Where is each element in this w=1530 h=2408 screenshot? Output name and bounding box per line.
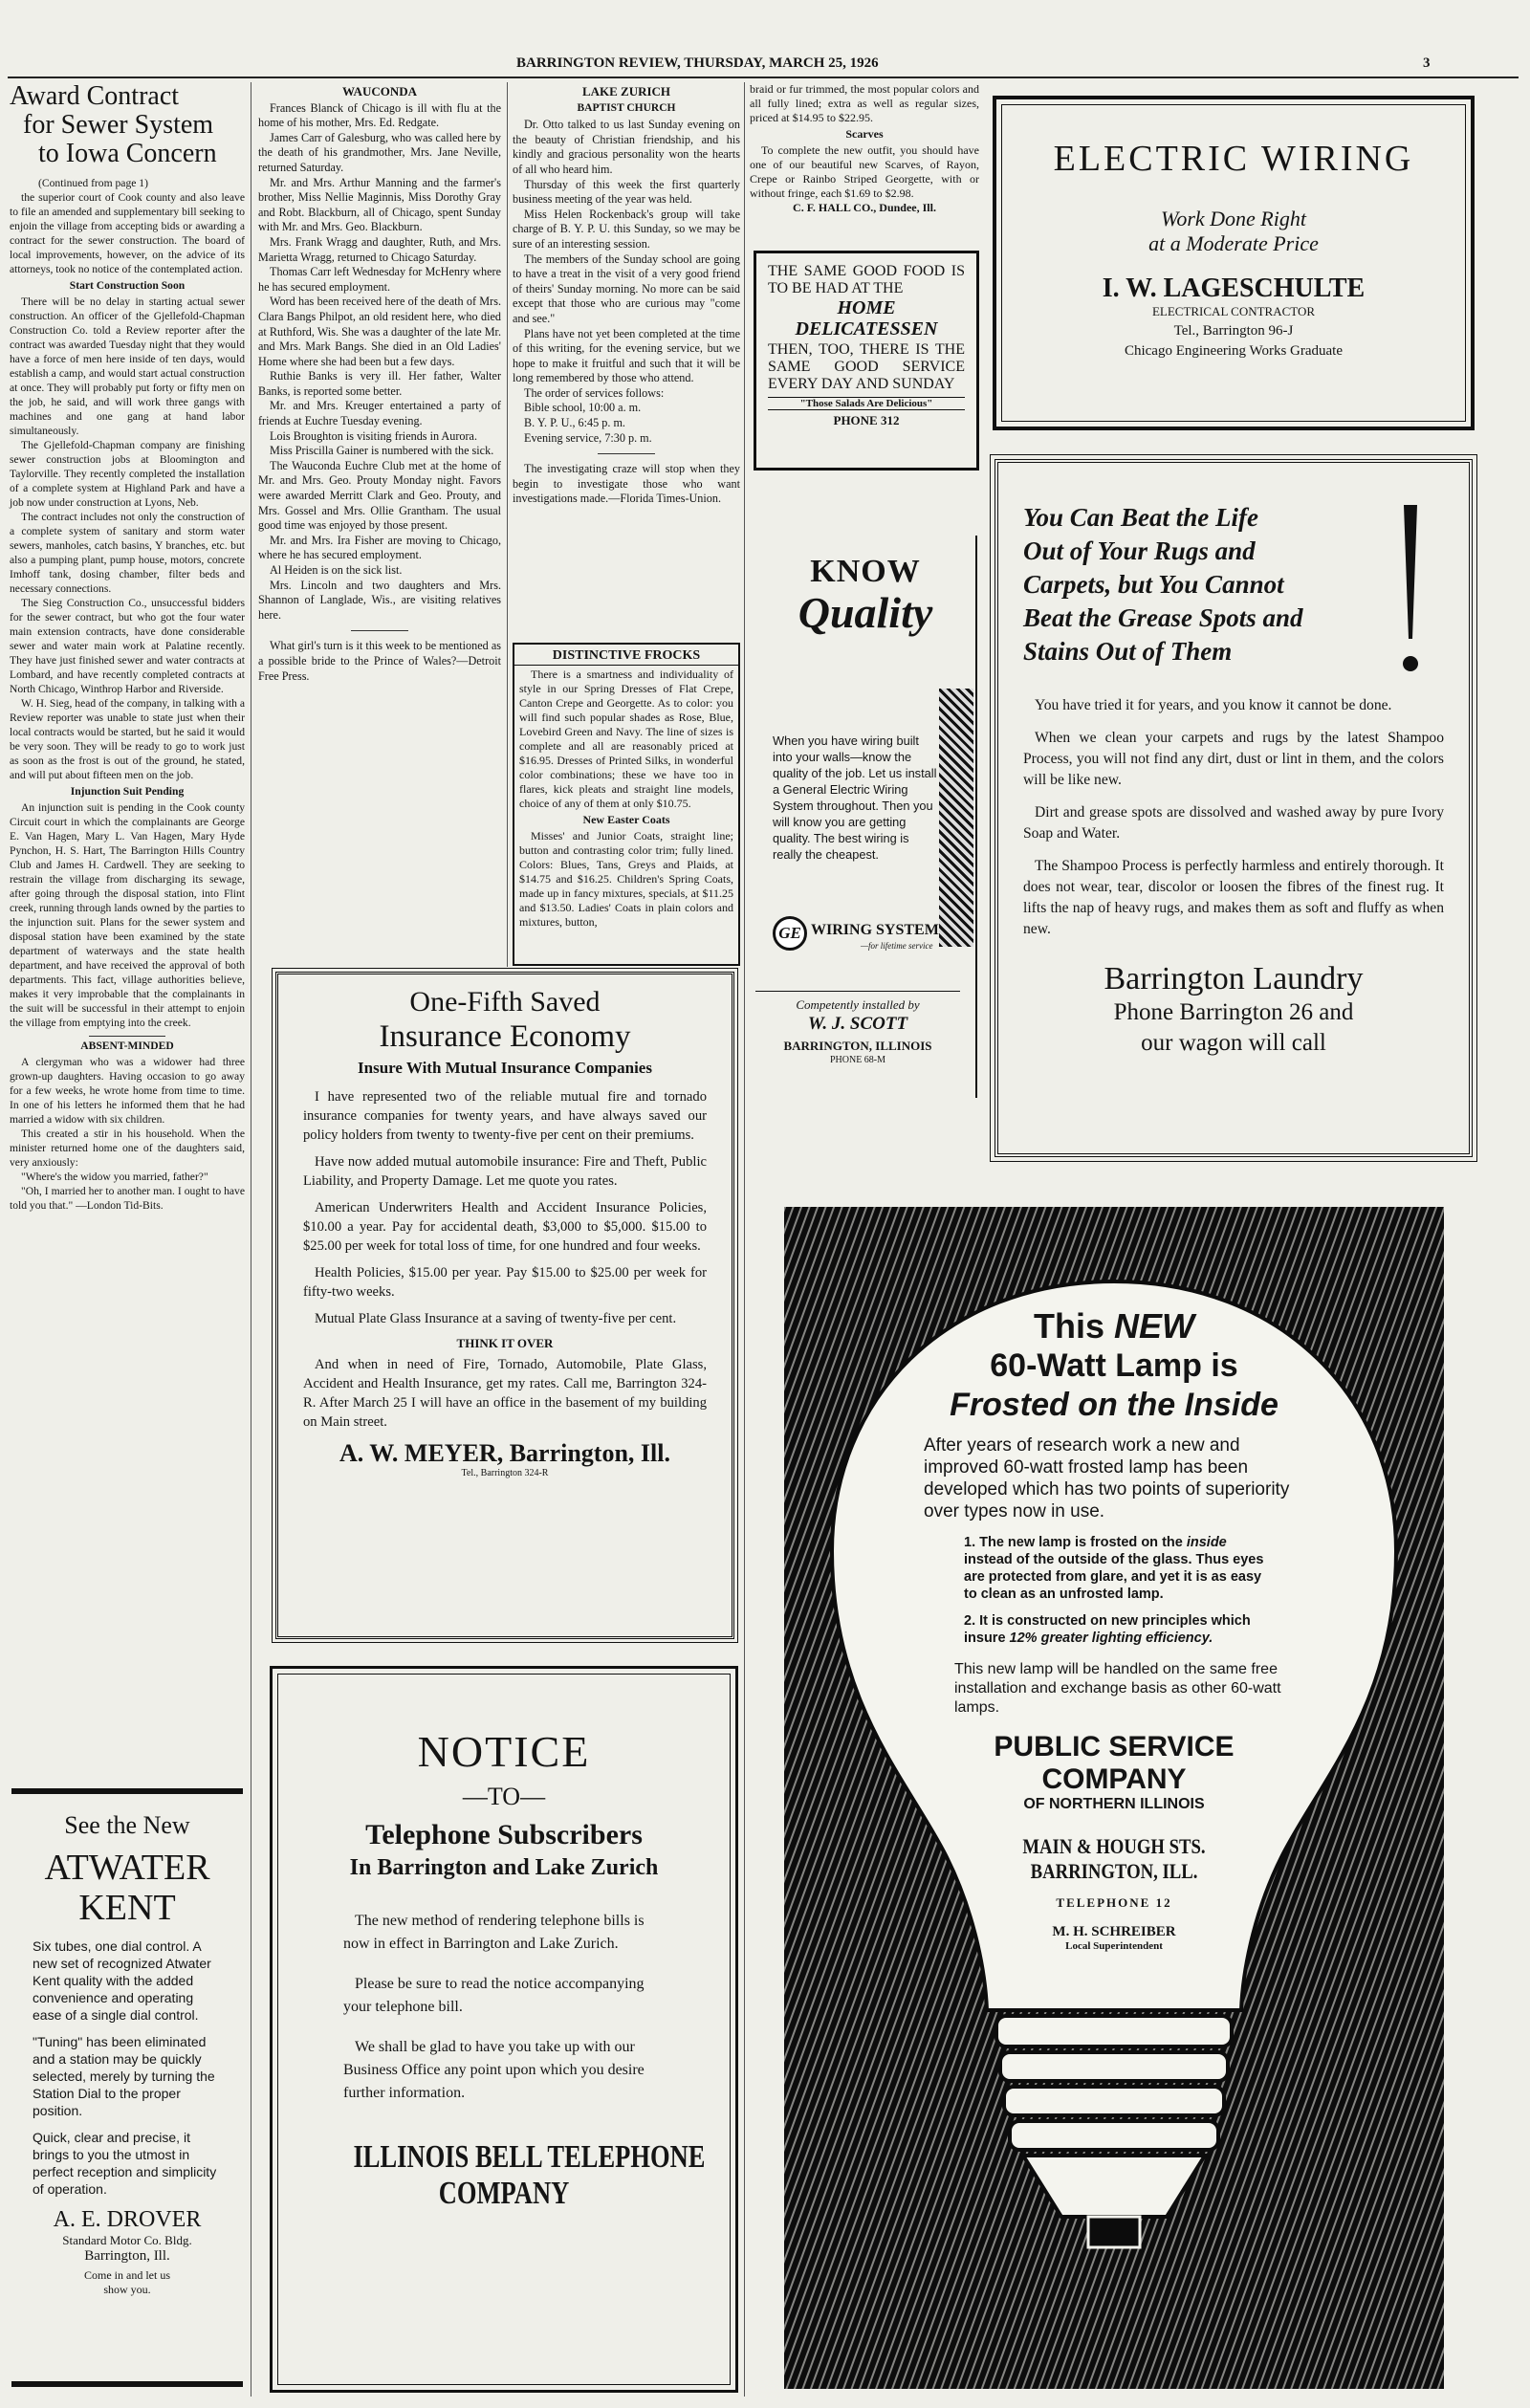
point-emphasis: 12% greater lighting efficiency.: [1009, 1631, 1213, 1646]
headline-line: Stains Out of Them: [1023, 637, 1233, 666]
subhead: Injunction Suit Pending: [70, 785, 185, 798]
column-1: [10, 82, 245, 1213]
shop-name: HOME: [837, 297, 896, 318]
ad-paragraph: After years of research work a new and improved 60-watt frosted lamp has been developed which has two points of superiority over types now in use.: [924, 1435, 1290, 1521]
decorative-hatch: [939, 689, 973, 947]
frocks-continued: [750, 82, 979, 215]
continued-note: (Continued from page 1): [38, 177, 148, 189]
news-item: The members of the Sunday school are going to have a treat in the visit of a very good friend of theirs' Sunday morning. No more can be said except that those who are curious may "come and see.": [513, 252, 740, 325]
brand-name: ATWATER: [44, 1848, 210, 1888]
news-item: The order of services follows:: [524, 385, 665, 400]
ad-line: Work Done Right: [1161, 207, 1306, 230]
dealer-name: A. E. DROVER: [53, 2207, 202, 2232]
ad-paragraph: Please be sure to read the notice accompanying your telephone bill.: [343, 1976, 645, 2015]
paragraph: W. H. Sieg, head of the company, in talking with a Review reporter was unable to state just when their local contracts would be started, but he said it would be very soon. They will be ready to go to work just as soon as the frost is out of the ground, he stated, and will put about fifteen men on the job.: [10, 697, 245, 781]
ge-logo-icon: GE: [773, 916, 807, 951]
subhead: Start Construction Soon: [69, 279, 186, 292]
paragraph: The contract includes not only the construction of a complete system of sanitary and storm water sewers, manholes, catch basins, Y branches, etc. but also a pumping plant, pump house, motors, concrete Imhoff tank, dosing chamber, filter beds and necessary connections.: [10, 511, 245, 595]
news-item: Al Heiden is on the sick list.: [270, 563, 403, 577]
laundry-ad: [994, 459, 1473, 1157]
headline-line: Beat the Grease Spots and: [1023, 603, 1303, 632]
ad-line: our wagon will call: [1141, 1030, 1326, 1056]
ad-paragraph: Health Policies, $15.00 per year. Pay $15.00 to $25.00 per week for fifty-two weeks.: [303, 1265, 707, 1300]
ad-subheading: Scarves: [845, 127, 884, 141]
column-rule: [507, 82, 508, 967]
ad-subheading: New Easter Coats: [582, 813, 670, 826]
contractor-role: ELECTRICAL CONTRACTOR: [1151, 304, 1316, 318]
agent-phone: Tel., Barrington 324-R: [461, 1468, 549, 1478]
news-item: Lois Broughton is visiting friends in Aurora.: [270, 428, 477, 443]
point-text: 1. The new lamp is frosted on the: [964, 1535, 1187, 1550]
filler-item: What girl's turn is it this week to be mentioned as a possible bride to the Prince of Wales?—Detroit Free Press.: [258, 639, 501, 683]
lamp-ad-text: [897, 1306, 1331, 1952]
ad-headline: KNOW: [810, 554, 921, 589]
headline-line: Out of Your Rugs and: [1023, 536, 1256, 565]
ad-subheading: THINK IT OVER: [456, 1336, 554, 1350]
article-headline: [10, 82, 245, 168]
news-item: Frances Blanck of Chicago is ill with flu at the home of his mother, Mrs. Ed. Redgate.: [258, 100, 501, 130]
page-number: 3: [1423, 55, 1431, 71]
ad-paragraph: To complete the new outfit, you should have one of our beautiful new Scarves, of Rayon, Crepe or Rainbo Striped Georgette, with or without fringe, each $1.69 to $2.98.: [750, 143, 979, 200]
shop-name: DELICATESSEN: [795, 318, 938, 339]
headline-line: to Iowa Concern: [38, 139, 217, 168]
news-item: Thursday of this week the first quarterly business meeting of the year was held.: [513, 177, 740, 207]
installer-phone: PHONE 68-M: [829, 1055, 886, 1065]
divider: [598, 453, 655, 454]
ad-paragraph: Six tubes, one dial control. A new set of recognized Atwater Kent quality with the added convenience and operating ease of a single dial control.: [33, 1938, 211, 2023]
electric-wiring-ad: [993, 96, 1475, 430]
paragraph: There will be no delay in starting actual sewer construction. An officer of the Gjellefold-Chapman Construction Co. told a Review reporter after the contract was awarded Tuesday night that they would have a force of men here inside of ten days, would establish a camp, and would start actual construction at once. They will probably put forty or fifty men on the job, he said, and will work three gangs with machines and one gang at hand labor simultaneously.: [10, 296, 245, 437]
ad-paragraph: braid or fur trimmed, the most popular colors and all fully lined; extra as well as regular sizes, priced at $14.95 to $22.95.: [750, 82, 979, 124]
headline-line: for Sewer System: [23, 110, 214, 140]
ad-headline: [897, 1306, 1331, 1346]
ad-paragraph: We shall be glad to have you take up with our Business Office any point upon which you desire further information.: [343, 2039, 645, 2101]
ad-paragraph: "Tuning" has been eliminated and a station may be quickly selected, merely by turning the Station Dial to the proper position.: [33, 2034, 215, 2118]
ad-paragraph: There is a smartness and individuality of style in our Spring Dresses of Flat Crepe, Canton Crepe and Georgette. As to color: you will find such popular shades as Rose, Blue, Lovebird Green and Navy. The line of sizes is complete and all are reasonably priced at $16.95. Dresses of Printed Silks, in wonderful color combinations; these we have too in flares, kick pleats and straight line models, choice of any of them at only $10.75.: [519, 668, 733, 810]
ad-paragraph: Mutual Plate Glass Insurance at a saving of twenty-five per cent.: [315, 1311, 677, 1326]
point-text: 2. It is constructed on new principles which insure: [964, 1613, 1251, 1646]
news-item: Thomas Carr left Wednesday for McHenry where he has secured employment.: [258, 265, 501, 294]
headline-emphasis: NEW: [1114, 1306, 1194, 1346]
paragraph: A clergyman who was a widower had three grown-up daughters. Having occasion to go away for a few weeks, he wrote home from time to time. In one of his letters he informed them that he had married a widow with six children.: [10, 1056, 245, 1126]
contractor-phone: Tel., Barrington 96-J: [1173, 323, 1294, 339]
contractor-name: I. W. LAGESCHULTE: [1102, 274, 1366, 303]
delicatessen-ad: [754, 251, 979, 471]
paragraph: This created a stir in his household. When the minister returned home one of the daughters said, very anxiously:: [10, 1127, 245, 1169]
dealer-address: Standard Motor Co. Bldg.: [62, 2233, 192, 2247]
superintendent-name: M. H. SCHREIBER: [1052, 1924, 1176, 1939]
news-item: Dr. Otto talked to us last Sunday evening on the beauty of Christian friendship, and his kindly and gracious personality won the hearts of all who heard him.: [513, 118, 740, 176]
ad-headline: [1023, 501, 1396, 668]
superintendent-title: Local Superintendent: [1065, 1940, 1163, 1952]
paragraph: The Gjellefold-Chapman company are finishing sewer construction jobs at Bloomington and Taylorville. They recently completed the installation of a complete system at Highland Park and have a job now under construction at Lyons, Neb.: [10, 439, 245, 509]
article-body: [10, 176, 245, 1213]
ad-line: THE SAME GOOD FOOD IS TO BE HAD AT THE: [768, 263, 965, 296]
point-emphasis: inside: [1186, 1535, 1227, 1550]
news-item: Ruthie Banks is very ill. Her father, Walter Banks, is reported some better.: [258, 369, 501, 398]
telephone-notice-ad: [270, 1666, 738, 2393]
ad-paragraph: American Underwriters Health and Accident Insurance Policies, $10.00 a year. Pay for accidental death, $3,000 to $5,000. $15.00 to $25.00 per week for total loss of time, for one hundred and four weeks.: [303, 1200, 707, 1254]
news-item: Plans have not yet been completed at the time of this writing, for the evening service, but we hope to make it fruitful and such that it will be long remembered by those who attend.: [513, 326, 740, 385]
service-time: Evening service, 7:30 p. m.: [524, 430, 652, 445]
service-time: Bible school, 10:00 a. m.: [524, 401, 642, 415]
ad-paragraph: This new lamp will be handled on the same free installation and exchange basis as other 60-watt lamps.: [954, 1661, 1281, 1716]
column-rule: [744, 82, 745, 2397]
atwater-kent-ad: [11, 1788, 243, 2387]
company-address: MAIN & HOUGH STS.: [1022, 1834, 1206, 1858]
ad-paragraph: Misses' and Junior Coats, straight line; button and contrasting color trim; fully lined. Colors: Blues, Tans, Greys and Plaids, at $14.75 and $16.25. Children's Spring Coats, made up in fancy mixtures, specials, at $11.25 and $13.50. Ladies' Coats in plain colors and mixtures, button,: [519, 829, 733, 929]
header-rule: [8, 77, 1519, 78]
ad-subheadline: In Barrington and Lake Zurich: [349, 1855, 659, 1880]
ad-paragraph: I have represented two of the reliable mutual fire and tornado insurance companies for twenty years, and have always saved our policy holders from twenty to twenty-five per cent on their premiums.: [303, 1089, 707, 1143]
news-item: James Carr of Galesburg, who was called here by the death of his grandmother, Mrs. Jane Neville, returned Saturday.: [258, 130, 501, 174]
dealer-city: Barrington, Ill.: [84, 2248, 170, 2264]
installer-city: BARRINGTON, ILLINOIS: [783, 1039, 932, 1053]
news-item: Mrs. Frank Wragg and daughter, Ruth, and Mrs. Marietta Wragg, returned to Chicago Saturday.: [258, 234, 501, 264]
ad-paragraph: You have tried it for years, and you know it cannot be done.: [1035, 697, 1392, 713]
news-item: Mr. and Mrs. Ira Fisher are moving to Chicago, where he has secured employment.: [258, 533, 501, 562]
paragraph: "Where's the widow you married, father?": [21, 1171, 208, 1183]
ad-paragraph: Dirt and grease spots are dissolved and washed away by pure Ivory Soap and Water.: [1023, 804, 1444, 842]
ad-paragraph: The Shampoo Process is perfectly harmless and entirely thorough. It does not wear, tear, discolor or loosen the fibres of the finest rug. It lifts the nap of heavy rugs, and makes them as soft and fluffy as when new.: [1023, 858, 1444, 937]
divider: [89, 1036, 165, 1037]
headline-part: This: [1033, 1306, 1114, 1346]
news-item: Miss Helen Rockenback's group will take charge of B. Y. P. U. this Sunday, so we may be sure of an interesting session.: [513, 207, 740, 251]
company-name: ILLINOIS BELL TELEPHONE: [353, 2139, 706, 2175]
paragraph: An injunction suit is pending in the Cook county Circuit court in which the complainants are George E. Van Hagen, Mary L. Van Hagen, Mary Hyde Pynchon, H. S. Hart, The Barrington Hills Country Club and James H. Cardwell. They are seeking to restrain the village from discharging its sewage, after going through the disposal station, into Flint creek, running through lands owned by the parties to the injunction suit. Plans for the sewer system and disposal station have been examined by the state department of waterways and the state health department, and have received the approval of both departments. This fact, village authorities believe, makes it very improbable that the complainants in the suit will be successful in their attempt to enjoin the village from emptying into the creek.: [10, 801, 245, 1029]
service-time: B. Y. P. U., 6:45 p. m.: [524, 416, 625, 430]
filler-item: The investigating craze will stop when they begin to investigate those who want investigations made.—Florida Times-Union.: [513, 462, 740, 506]
news-item: Mrs. Lincoln and two daughters and Mrs. Shannon of Langlade, Wis., are visiting relatives here.: [258, 578, 501, 622]
product-tagline: —for lifetime service: [861, 941, 933, 951]
lake-zurich-column: [513, 82, 740, 507]
lamp-ad: [784, 1207, 1444, 2389]
ad-line: —TO—: [462, 1783, 546, 1810]
ad-line: at a Moderate Price: [1148, 231, 1319, 255]
installer-name: W. J. SCOTT: [807, 1014, 908, 1034]
exclamation-icon: [1400, 505, 1421, 679]
company-name: COMPANY: [438, 2176, 570, 2211]
ad-headline: 60-Watt Lamp is: [990, 1347, 1238, 1384]
subhead: ABSENT-MINDED: [80, 1040, 174, 1052]
ge-wiring-ad: [755, 536, 977, 1098]
headline-line: You Can Beat the Life: [1023, 503, 1259, 532]
ad-tagline: "Those Salads Are Delicious": [768, 397, 965, 410]
business-phone: Phone Barrington 26 and: [1113, 999, 1354, 1025]
ad-line: Competently installed by: [755, 991, 960, 1013]
wauconda-column: [258, 82, 501, 684]
page-header: BARRINGTON REVIEW, THURSDAY, MARCH 25, 1926: [516, 55, 879, 71]
divider: [351, 630, 408, 631]
company-region: OF NORTHERN ILLINOIS: [1023, 1796, 1205, 1812]
lamp-point-2: [964, 1612, 1274, 1647]
lamp-point-1: [964, 1534, 1274, 1603]
news-item: Word has been received here of the death of Mrs. Clara Bangs Philpot, an old resident here, who died at Ruthford, Wis. She was a daughter of the late Mr. and Mrs. Mark Bangs. She died in an Old Ladies' Home where she had been but a few days.: [258, 295, 501, 368]
ad-heading: DISTINCTIVE FROCKS: [514, 648, 738, 666]
ad-headline: Frosted on the Inside: [950, 1387, 1279, 1423]
ad-line: show you.: [103, 2283, 151, 2296]
agent-name: A. W. MEYER, Barrington, Ill.: [339, 1439, 670, 1467]
ad-headline: NOTICE: [417, 1727, 591, 1776]
ad-subheadline: Telephone Subscribers: [365, 1819, 643, 1850]
insurance-ad: [275, 972, 734, 1639]
ad-paragraph: Quick, clear and precise, it brings to you the utmost in perfect reception and simplicity of operation.: [33, 2130, 217, 2197]
frocks-ad: [513, 643, 740, 966]
ad-headline: One-Fifth Saved: [409, 986, 601, 1018]
ad-headline: ELECTRIC WIRING: [1053, 139, 1414, 179]
ad-paragraph: When we clean your carpets and rugs by the latest Shampoo Process, you will not find any dirt, dust or lint in them, and the colors will be like new.: [1023, 730, 1444, 788]
section-heading: WAUCONDA: [342, 84, 417, 99]
ad-paragraph: And when in need of Fire, Tornado, Automobile, Plate Glass, Accident and Health Insurance, get my rates. Call me, Barrington 324-R. After March 25 I will have an office in the basement of my building on Main street.: [303, 1357, 707, 1430]
news-item: Mr. and Mrs. Kreuger entertained a party of friends at Euchre Tuesday evening.: [258, 399, 501, 428]
ad-line: Come in and let us: [84, 2268, 170, 2282]
ad-headline: Insurance Economy: [379, 1019, 631, 1054]
ad-paragraph: Have now added mutual automobile insurance: Fire and Theft, Public Liability, and Property Damage. Let me quote you rates.: [303, 1154, 707, 1189]
headline-line: Award Contract: [10, 81, 180, 111]
section-subheading: BAPTIST CHURCH: [577, 101, 676, 114]
ad-phone: PHONE 312: [833, 413, 900, 427]
ad-subheadline: Insure With Mutual Insurance Companies: [358, 1059, 652, 1077]
ad-line: THEN, TOO, THERE IS THE SAME GOOD SERVICE EVERY DAY AND SUNDAY: [768, 341, 965, 392]
company-city: BARRINGTON, ILL.: [1030, 1859, 1198, 1883]
company-name: PUBLIC SERVICE: [994, 1731, 1235, 1762]
contractor-credential: Chicago Engineering Works Graduate: [1124, 343, 1344, 359]
news-item: Mr. and Mrs. Arthur Manning and the farmer's brother, Miss Nellie Maginnis, Miss Dorothy Gray and Robt. Blackburn, all of Chicago, spent Sunday with Mr. and Mrs. Geo. Blackburn.: [258, 175, 501, 234]
paragraph: "Oh, I married her to another man. I ought to have told you that." —London Tid-Bits.: [10, 1185, 245, 1212]
ad-signature: C. F. HALL CO., Dundee, Ill.: [793, 201, 936, 214]
product-name: WIRING SYSTEM: [811, 922, 939, 938]
section-heading: LAKE ZURICH: [581, 84, 671, 99]
company-phone: TELEPHONE 12: [1056, 1895, 1172, 1910]
paragraph: the superior court of Cook county and also leave to file an amended and supplementary bill seeking to enjoin the village from accepting bids or awarding a contract for the sewer construction. The board of local improvements, however, on the advice of its attorneys, took no notice of the contemplated action.: [10, 191, 245, 275]
brand-name: KENT: [78, 1888, 176, 1928]
headline-line: Carpets, but You Cannot: [1023, 570, 1284, 599]
ad-paragraph: The new method of rendering telephone bills is now in effect in Barrington and Lake Zurich.: [343, 1913, 645, 1952]
ad-paragraph: When you have wiring built into your walls—know the quality of the job. Let us install a General Electric Wiring System throughout. Then you will know you are getting quality. The best wiring is really the cheapest.: [773, 733, 937, 862]
company-name: COMPANY: [1041, 1763, 1187, 1795]
news-item: The Wauconda Euchre Club met at the home of Mr. and Mrs. Geo. Prouty Monday night. Favors were awarded Merritt Clark and Geo. Prouty, and Mrs. Gossel and Mrs. Ollie Grantham. The usual good time was enjoyed by those present.: [258, 458, 501, 533]
ad-line: See the New: [64, 1811, 190, 1839]
paragraph: The Sieg Construction Co., unsuccessful bidders for the sewer contract, but who got the four water main extension contracts, have done considerable sewer and water main work at Palatine recently. They have just finished sewer and water contracts at Lombard, and have recently completed contracts at North Chicago, Winthrop Harbor and Riverside.: [10, 597, 245, 695]
point-text: instead of the outside of the glass. Thus eyes are protected from glare, and yet it is as easy to clean as an unfrosted lamp.: [964, 1552, 1264, 1602]
ad-headline: Quality: [798, 588, 933, 637]
business-name: Barrington Laundry: [1104, 961, 1364, 996]
news-item: Miss Priscilla Gainer is numbered with the sick.: [270, 444, 494, 458]
